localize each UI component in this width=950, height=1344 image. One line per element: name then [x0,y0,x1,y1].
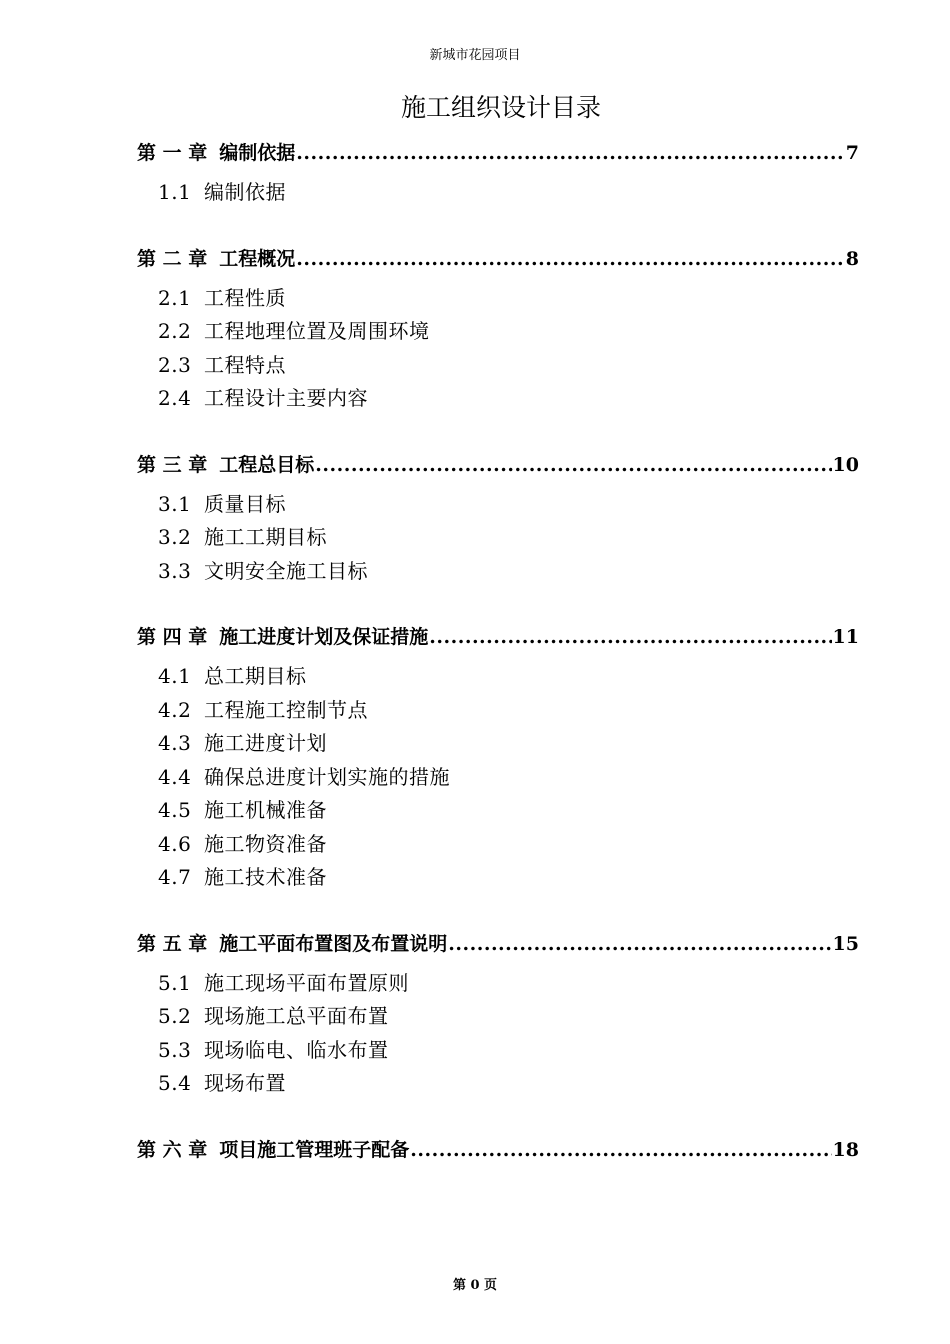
section-title: 现场布置 [204,1071,286,1095]
toc-section-entry[interactable] [158,761,859,795]
chapter-number: 第 四 章 [137,626,208,648]
chapter-page-number: 10 [832,453,859,476]
chapter-number: 第 六 章 [137,1138,208,1161]
section-title: 施工机械准备 [204,798,327,822]
chapter-number: 第 五 章 [137,932,208,955]
page-header: 新城市花园项目 [429,48,521,63]
section-list [158,967,859,1101]
section-title: 质量目标 [204,491,286,516]
toc-section-entry[interactable] [158,861,859,895]
section-number: 5.1 [158,970,192,995]
section-title: 工程地理位置及周围环境 [204,319,430,343]
chapter-title: 编制依据 [219,142,296,164]
section-number: 4.3 [158,731,192,755]
toc-section-entry[interactable] [158,694,859,728]
dot-leader [448,931,831,957]
toc-section-entry[interactable] [158,828,859,862]
chapter-number: 第 一 章 [137,142,208,164]
toc-chapter-entry[interactable] [137,931,859,957]
toc-chapter-entry[interactable] [137,1137,859,1163]
toc-section-entry[interactable] [158,349,859,383]
toc-section-entry[interactable] [158,282,859,316]
chapter-spacer [137,210,859,246]
section-title: 现场临电、临水布置 [204,1037,389,1062]
toc-section-entry[interactable] [158,382,859,416]
chapter-title: 项目施工管理班子配备 [219,1138,410,1161]
section-number: 4.6 [158,831,192,856]
section-title: 现场施工总平面布置 [204,1004,389,1028]
section-number: 3.1 [158,491,192,516]
toc-chapter-entry[interactable] [137,140,859,166]
toc-section-entry[interactable] [158,1000,859,1034]
section-title: 编制依据 [204,180,286,204]
section-number: 2.3 [158,352,192,377]
toc-section-entry[interactable] [158,315,859,349]
section-number: 5.2 [158,1004,192,1028]
chapter-spacer [137,895,859,931]
toc-section-entry[interactable] [158,488,859,522]
section-title: 总工期目标 [204,664,307,688]
chapter-title: 工程概况 [219,247,296,270]
section-number: 4.7 [158,865,192,889]
section-number: 3.2 [158,525,192,549]
section-title: 文明安全施工目标 [204,558,368,583]
section-number: 1.1 [158,180,192,204]
section-list [158,282,859,416]
section-number: 2.4 [158,386,192,410]
dot-leader [296,246,845,272]
section-title: 施工技术准备 [204,865,327,889]
section-number: 4.5 [158,798,192,822]
section-number: 2.1 [158,285,192,310]
table-of-contents [137,140,859,1163]
toc-section-entry[interactable] [158,660,859,694]
chapter-title: 施工平面布置图及布置说明 [219,932,448,955]
section-title: 工程性质 [204,285,286,310]
chapter-title: 施工进度计划及保证措施 [219,626,429,648]
dot-leader [410,1137,831,1163]
section-title: 施工进度计划 [204,731,327,755]
section-title: 施工现场平面布置原则 [204,970,409,995]
section-list [158,488,859,589]
toc-chapter-entry[interactable] [137,246,859,272]
toc-chapter-entry[interactable] [137,624,859,650]
section-number: 4.1 [158,664,192,688]
toc-title: 施工组织设计目录 [400,93,601,122]
chapter-page-number: 8 [845,247,859,270]
chapter-page-number: 11 [832,626,859,648]
section-number: 4.4 [158,764,192,789]
toc-section-entry[interactable] [158,727,859,761]
section-list [158,660,859,895]
toc-chapter-entry[interactable] [137,452,859,478]
section-title: 确保总进度计划实施的措施 [204,764,450,789]
chapter-page-number: 7 [845,142,859,164]
section-title: 施工工期目标 [204,525,327,549]
chapter-page-number: 18 [832,1138,859,1161]
section-number: 5.4 [158,1071,192,1095]
chapter-spacer [137,588,859,624]
section-title: 工程特点 [204,352,286,377]
dot-leader [296,140,845,166]
section-title: 施工物资准备 [204,831,327,856]
section-title: 工程设计主要内容 [204,386,368,410]
dot-leader [429,624,831,650]
chapter-number: 第 二 章 [137,247,208,270]
section-number: 2.2 [158,319,192,343]
page-footer: 第 0 页 [452,1278,498,1293]
chapter-spacer [137,1101,859,1137]
section-number: 4.2 [158,697,192,722]
toc-section-entry[interactable] [158,521,859,555]
toc-section-entry[interactable] [158,794,859,828]
toc-section-entry[interactable] [158,1067,859,1101]
chapter-spacer [137,416,859,452]
section-number: 5.3 [158,1037,192,1062]
section-list [158,176,859,210]
toc-section-entry[interactable] [158,967,859,1001]
chapter-title: 工程总目标 [219,453,315,476]
toc-section-entry[interactable] [158,555,859,589]
toc-section-entry[interactable] [158,1034,859,1068]
section-number: 3.3 [158,558,192,583]
chapter-page-number: 15 [832,932,859,955]
chapter-number: 第 三 章 [137,453,208,476]
section-title: 工程施工控制节点 [204,697,368,722]
dot-leader [315,452,831,478]
toc-section-entry[interactable] [158,176,859,210]
